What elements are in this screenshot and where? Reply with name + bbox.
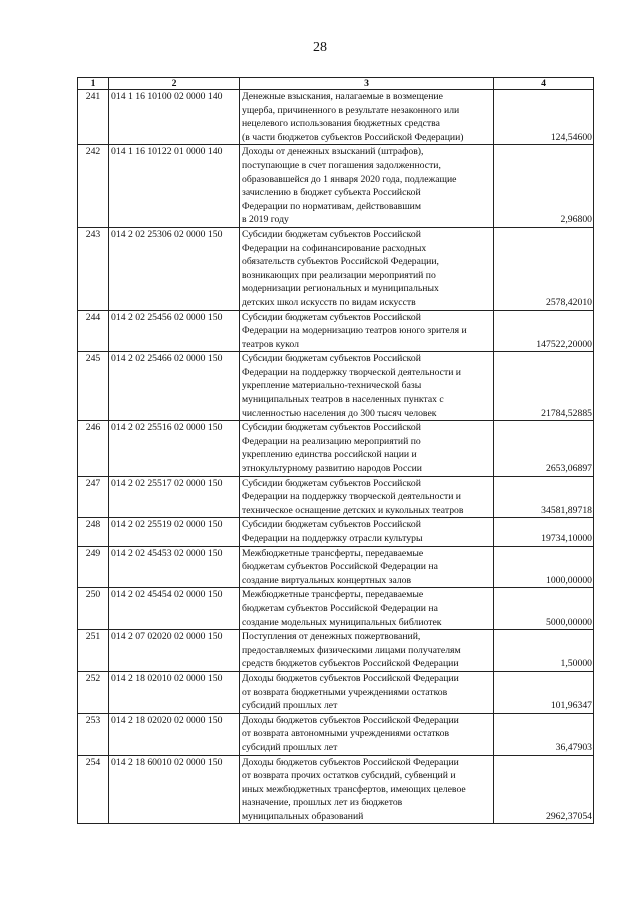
budget-code: 014 2 02 25456 02 0000 150 bbox=[109, 310, 240, 352]
description-line: Доходы бюджетов субъектов Российской Федерации bbox=[242, 714, 459, 726]
description-line: модернизации региональных и муниципальных bbox=[242, 283, 439, 295]
description-line: Субсидии бюджетам субъектов Российской bbox=[242, 519, 421, 531]
income-description bbox=[240, 145, 494, 228]
description-line: обязательств субъектов Российской Федерации, bbox=[242, 256, 439, 268]
table-row bbox=[78, 713, 594, 755]
row-number: 250 bbox=[78, 588, 109, 630]
table-row bbox=[78, 630, 594, 672]
description-line: театров кукол bbox=[242, 338, 299, 350]
description-line: зачислению в бюджет субъекта Российской bbox=[242, 187, 421, 199]
amount: 2578,42010 bbox=[494, 227, 594, 310]
amount: 124,54600 bbox=[494, 90, 594, 145]
header-col-2: 2 bbox=[109, 78, 240, 90]
header-col-3: 3 bbox=[240, 78, 494, 90]
table-row bbox=[78, 310, 594, 352]
description-line: муниципальных образований bbox=[242, 810, 364, 822]
income-description bbox=[240, 630, 494, 672]
budget-code: 014 2 02 25519 02 0000 150 bbox=[109, 518, 240, 546]
income-description bbox=[240, 310, 494, 352]
description-line: ущерба, причиненного в результате незаконного или bbox=[242, 104, 460, 116]
description-line: субсидий прошлых лет bbox=[242, 700, 338, 712]
row-number: 248 bbox=[78, 518, 109, 546]
income-description bbox=[240, 352, 494, 421]
table-row bbox=[78, 546, 594, 588]
row-number: 245 bbox=[78, 352, 109, 421]
description-line: Федерации на поддержку творческой деятельности и bbox=[242, 366, 461, 378]
description-line: предоставляемых физическими лицами получателям bbox=[242, 644, 461, 656]
description-line: Федерации на реализацию мероприятий по bbox=[242, 435, 421, 447]
description-line: Федерации на модернизацию театров юного зрителя и bbox=[242, 325, 467, 337]
description-line: этнокультурному развитию народов России bbox=[242, 463, 422, 475]
amount: 1000,00000 bbox=[494, 546, 594, 588]
income-description bbox=[240, 476, 494, 518]
table-row bbox=[78, 421, 594, 476]
description-line: Федерации на поддержку творческой деятельности и bbox=[242, 491, 461, 503]
amount: 36,47903 bbox=[494, 713, 594, 755]
description-line: детских школ искусств по видам искусств bbox=[242, 296, 416, 308]
description-line: Субсидии бюджетам субъектов Российской bbox=[242, 228, 421, 240]
page-number: 28 bbox=[313, 40, 327, 55]
table-body bbox=[78, 90, 594, 824]
table-row bbox=[78, 90, 594, 145]
description-line: бюджетам субъектов Российской Федерации на bbox=[242, 561, 438, 573]
table-row bbox=[78, 476, 594, 518]
description-line: (в части бюджетов субъектов Российской Федерации) bbox=[242, 131, 464, 143]
description-line: Поступления от денежных пожертвований, bbox=[242, 631, 421, 643]
description-line: в 2019 году bbox=[242, 214, 289, 226]
description-line: Субсидии бюджетам субъектов Российской bbox=[242, 477, 421, 489]
description-line: средств бюджетов субъектов Российской Федерации bbox=[242, 658, 459, 670]
description-line: муниципальных театров в населенных пунктах с bbox=[242, 394, 444, 406]
description-line: Денежные взыскания, налагаемые в возмещение bbox=[242, 91, 443, 102]
budget-code: 014 2 02 45454 02 0000 150 bbox=[109, 588, 240, 630]
budget-code: 014 1 16 10100 02 0000 140 bbox=[109, 90, 240, 145]
description-line: Доходы от денежных взысканий (штрафов), bbox=[242, 146, 424, 158]
amount: 5000,00000 bbox=[494, 588, 594, 630]
description-line: субсидий прошлых лет bbox=[242, 741, 338, 753]
row-number: 241 bbox=[78, 90, 109, 145]
income-description bbox=[240, 546, 494, 588]
description-line: от возврата автономными учреждениями остатков bbox=[242, 728, 450, 740]
description-line: Доходы бюджетов субъектов Российской Федерации bbox=[242, 672, 459, 684]
row-number: 243 bbox=[78, 227, 109, 310]
amount: 19734,10000 bbox=[494, 518, 594, 546]
budget-code: 014 2 07 02020 02 0000 150 bbox=[109, 630, 240, 672]
row-number: 253 bbox=[78, 713, 109, 755]
description-line: укреплению единства российской нации и bbox=[242, 449, 417, 461]
row-number: 254 bbox=[78, 755, 109, 824]
description-line: нецелевого использования бюджетных средства bbox=[242, 118, 440, 130]
description-line: Федерации по нормативам, действовавшим bbox=[242, 200, 421, 212]
description-line: создание модельных муниципальных библиотек bbox=[242, 616, 442, 628]
description-line: Федерации на поддержку отрасли культуры bbox=[242, 533, 423, 544]
row-number: 251 bbox=[78, 630, 109, 672]
amount: 147522,20000 bbox=[494, 310, 594, 352]
budget-code: 014 2 02 25306 02 0000 150 bbox=[109, 227, 240, 310]
amount: 21784,52885 bbox=[494, 352, 594, 421]
income-description bbox=[240, 713, 494, 755]
budget-table bbox=[77, 77, 594, 824]
income-description bbox=[240, 421, 494, 476]
amount: 1,50000 bbox=[494, 630, 594, 672]
description-line: создание виртуальных концертных залов bbox=[242, 574, 412, 586]
table-row bbox=[78, 518, 594, 546]
table-row bbox=[78, 145, 594, 228]
row-number: 244 bbox=[78, 310, 109, 352]
table-row bbox=[78, 671, 594, 713]
table-row bbox=[78, 588, 594, 630]
description-line: численностью населения до 300 тысяч человек bbox=[242, 407, 437, 419]
amount: 101,96347 bbox=[494, 671, 594, 713]
budget-code: 014 2 02 45453 02 0000 150 bbox=[109, 546, 240, 588]
description-line: возникающих при реализации мероприятий по bbox=[242, 269, 436, 281]
description-line: Субсидии бюджетам субъектов Российской bbox=[242, 311, 421, 323]
row-number: 252 bbox=[78, 671, 109, 713]
table-row bbox=[78, 352, 594, 421]
description-line: от возврата бюджетными учреждениями остатков bbox=[242, 686, 448, 698]
table-header-row bbox=[78, 78, 594, 90]
description-line: Межбюджетные трансферты, передаваемые bbox=[242, 547, 424, 559]
income-description bbox=[240, 227, 494, 310]
description-line: Федерации на софинансирование расходных bbox=[242, 242, 427, 254]
description-line: Субсидии бюджетам субъектов Российской bbox=[242, 353, 421, 365]
header-col-1: 1 bbox=[78, 78, 109, 90]
description-line: от возврата прочих остатков субсидий, субвенций и bbox=[242, 770, 456, 782]
amount: 2,96800 bbox=[494, 145, 594, 228]
amount: 2653,06897 bbox=[494, 421, 594, 476]
description-line: Доходы бюджетов субъектов Российской Федерации bbox=[242, 756, 459, 768]
budget-code: 014 2 18 60010 02 0000 150 bbox=[109, 755, 240, 824]
description-line: укрепление материально-технической базы bbox=[242, 380, 422, 392]
table-row bbox=[78, 755, 594, 824]
header-col-4: 4 bbox=[494, 78, 594, 90]
description-line: бюджетам субъектов Российской Федерации на bbox=[242, 602, 438, 614]
row-number: 247 bbox=[78, 476, 109, 518]
amount: 34581,89718 bbox=[494, 476, 594, 518]
table-row bbox=[78, 227, 594, 310]
description-line: образовавшейся до 1 января 2020 года, подлежащие bbox=[242, 173, 457, 185]
income-description bbox=[240, 588, 494, 630]
income-description bbox=[240, 755, 494, 824]
row-number: 246 bbox=[78, 421, 109, 476]
budget-code: 014 2 02 25516 02 0000 150 bbox=[109, 421, 240, 476]
description-line: иных межбюджетных трансфертов, имеющих целевое bbox=[242, 783, 466, 795]
budget-code: 014 2 02 25466 02 0000 150 bbox=[109, 352, 240, 421]
income-description bbox=[240, 671, 494, 713]
budget-code: 014 2 18 02020 02 0000 150 bbox=[109, 713, 240, 755]
budget-code: 014 2 02 25517 02 0000 150 bbox=[109, 476, 240, 518]
description-line: Субсидии бюджетам субъектов Российской bbox=[242, 422, 421, 434]
description-line: Межбюджетные трансферты, передаваемые bbox=[242, 589, 424, 601]
row-number: 249 bbox=[78, 546, 109, 588]
row-number: 242 bbox=[78, 145, 109, 228]
budget-code: 014 1 16 10122 01 0000 140 bbox=[109, 145, 240, 228]
amount: 2962,37054 bbox=[494, 755, 594, 824]
description-line: поступающие в счет погашения задолженности, bbox=[242, 159, 441, 171]
income-description bbox=[240, 518, 494, 546]
description-line: назначение, прошлых лет из бюджетов bbox=[242, 797, 403, 809]
budget-code: 014 2 18 02010 02 0000 150 bbox=[109, 671, 240, 713]
description-line: техническое оснащение детских и кукольных театров bbox=[242, 504, 464, 516]
income-description bbox=[240, 90, 494, 145]
